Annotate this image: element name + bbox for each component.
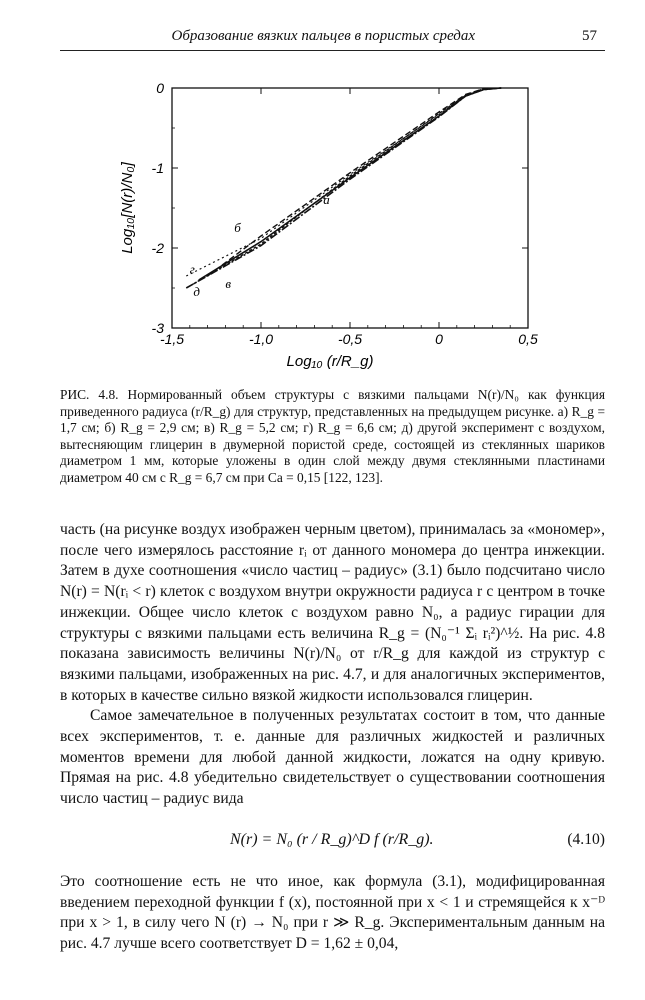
curve-label: д [193,284,200,299]
x-tick-label: -1,5 [159,331,185,347]
y-tick-label: 0 [156,80,164,96]
y-tick-label: -2 [151,240,164,256]
page-number: 57 [582,28,597,44]
running-title: Образование вязких пальцев в пористых средах [171,28,475,44]
running-header [60,28,605,51]
curve-label: г [189,261,195,277]
x-tick-label: -0,5 [337,331,363,347]
x-tick-label: 0,5 [518,331,538,347]
equation-4-10 [60,816,605,868]
curve-label: б [234,220,241,235]
caption-label: РИС. 4.8. [60,387,119,402]
x-axis-label: Log₁₀ (r/R_g) [286,353,374,370]
body-text [60,520,605,955]
plot-frame [172,88,528,328]
paragraph-1: часть (на рисунке воздух изображен черным цветом), принималась за «мономер», после чего измерялось расстояние rᵢ от данного мономера до центра инжекции. Затем в духе соотношения «число частиц – радиус» (3.1) было подсчитано число N(r) = N(rᵢ < r) клеток с воздухом внутри окружности радиуса r с центром в точке инжекции. Общее число клеток с воздухом равно N₀, а радиус гирации для структуры с вязкими пальцами есть величина R_g = (N₀⁻¹ Σᵢ rᵢ²)^½. На рис. 4.8 показана зависимость величины N(r)/N₀ от r/R_g для каждой из структур с вязкими пальцами, изображенных на рис. 4.7, и для аналогичных экспериментов, в которых в качестве сильно вязкой жидкости использовался глицерин. [60,521,605,704]
y-axis-label: Log₁₀[N(r)/N₀] [119,162,136,254]
figure-4-8 [110,72,550,372]
x-tick-label: 0 [435,331,443,347]
curve-label: а [323,192,330,207]
paragraph-2: Самое замечательное в полученных результатах состоит в том, что данные всех экспериментов, т. е. данные для различных жидкостей и различных моментов времени для любой данной жидкости, ложатся на одну кривую. Прямая на рис. 4.8 убедительно свидетельствует о существовании соотношения число частиц – радиус вида [60,707,605,808]
equation-expression: N(r) = N₀ (r / R_g)^D f (r/R_g). [230,830,434,848]
caption-text: Нормированный объем структуры с вязкими пальцами N(r)/N₀ как функция приведенного радиуса (r/R_g) для структур, представленных на предыдущем рисунке. а) R_g = 1,7 см; б) R_g = 2,9 см; в) R_g = 5,2 см; г) R_g = 6,6 см; д) другой эксперимент с воздухом, вытесняющим глицерин в двумерной пористой среде, состоящей из стеклянных шариков диаметром 1 мм, которые уложены в один слой между двумя стеклянными пластинами диаметром 40 см с R_g = 6,7 см при Ca = 0,15 [122, 123]. [60,387,605,485]
x-tick-label: -1,0 [248,331,274,347]
y-tick-label: -3 [151,320,164,336]
y-tick-label: -1 [151,160,164,176]
curve-label: в [225,276,232,291]
figure-caption [60,387,605,486]
series-line-1 [199,88,502,280]
equation-number: (4.10) [567,830,605,848]
paragraph-3: Это соотношение есть не что иное, как формула (3.1), модифицированная введением переходной функции f (x), постоянной при x < 1 и стремящейся к x⁻ᴰ при x > 1, в силу чего N (r) → N₀ при r ≫ R_g. Экспериментальным данным на рис. 4.7 лучше всего соответствует D = 1,62 ± 0,04, [60,872,605,952]
chart-plot [110,72,550,372]
